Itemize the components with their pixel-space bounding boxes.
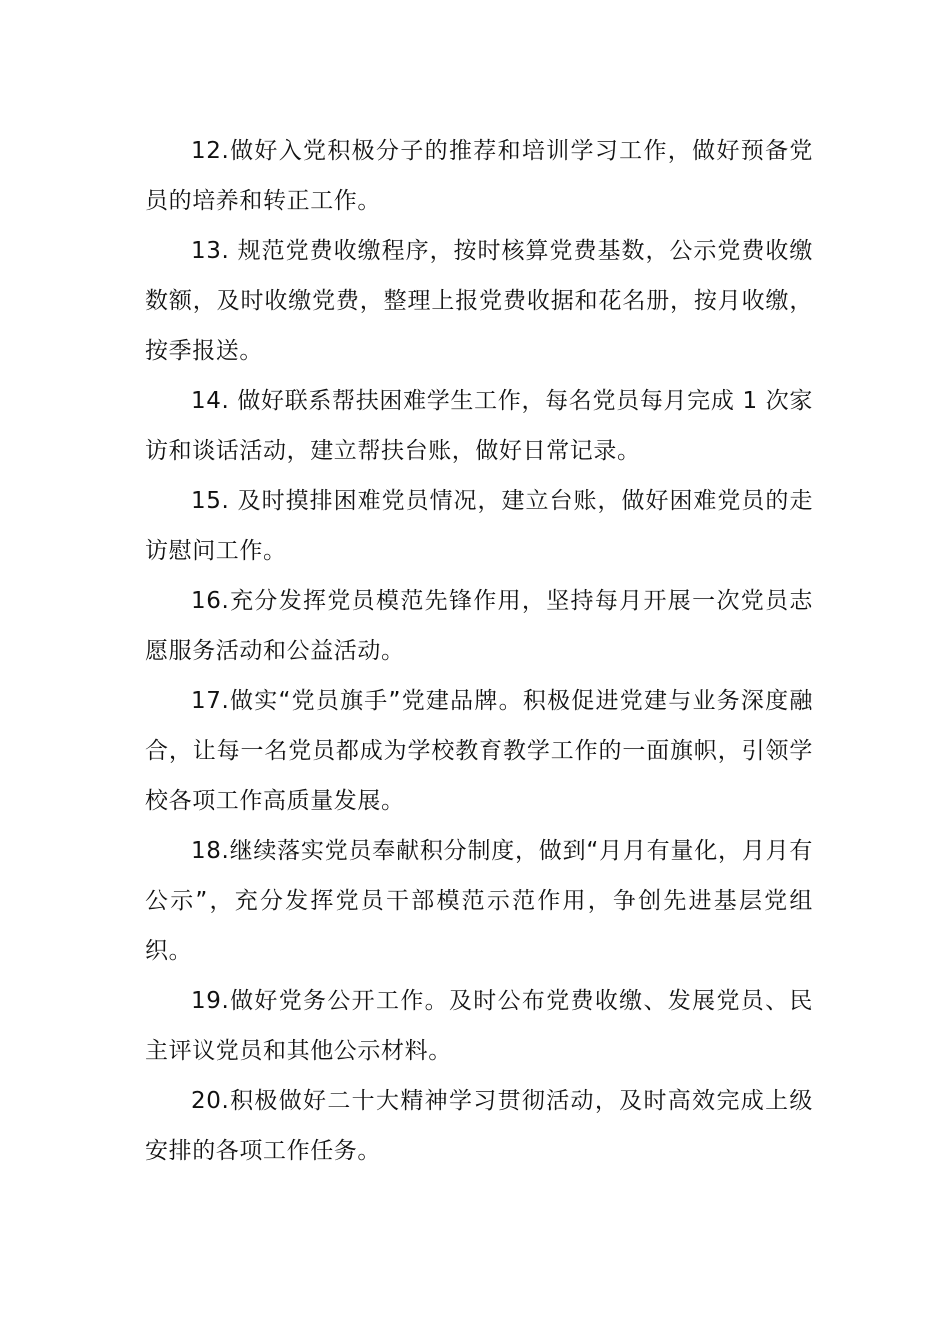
paragraph-item-15: 15. 及时摸排困难党员情况，建立台账，做好困难党员的走访慰问工作。 xyxy=(145,488,813,564)
paragraph-item-14: 14. 做好联系帮扶困难学生工作，每名党员每月完成 1 次家访和谈话活动，建立帮扶台账，做好日常记录。 xyxy=(145,388,813,464)
paragraph-item-20: 20.积极做好二十大精神学习贯彻活动，及时高效完成上级安排的各项工作任务。 xyxy=(145,1088,813,1164)
paragraph-item-16: 16.充分发挥党员模范先锋作用，坚持每月开展一次党员志愿服务活动和公益活动。 xyxy=(145,588,813,664)
paragraph-item-18: 18.继续落实党员奉献积分制度，做到“月月有量化，月月有公示”，充分发挥党员干部模范示范作用，争创先进基层党组织。 xyxy=(145,838,813,964)
paragraph-item-12: 12.做好入党积极分子的推荐和培训学习工作，做好预备党员的培养和转正工作。 xyxy=(145,138,813,214)
paragraph-item-17: 17.做实“党员旗手”党建品牌。积极促进党建与业务深度融合，让每一名党员都成为学校教育教学工作的一面旗帜，引领学校各项工作高质量发展。 xyxy=(145,688,813,814)
paragraph-item-19: 19.做好党务公开工作。及时公布党费收缴、发展党员、民主评议党员和其他公示材料。 xyxy=(145,988,813,1064)
document-body xyxy=(145,126,813,1176)
paragraph-item-13: 13. 规范党费收缴程序，按时核算党费基数，公示党费收缴数额，及时收缴党费，整理上报党费收据和花名册，按月收缴，按季报送。 xyxy=(145,238,813,364)
